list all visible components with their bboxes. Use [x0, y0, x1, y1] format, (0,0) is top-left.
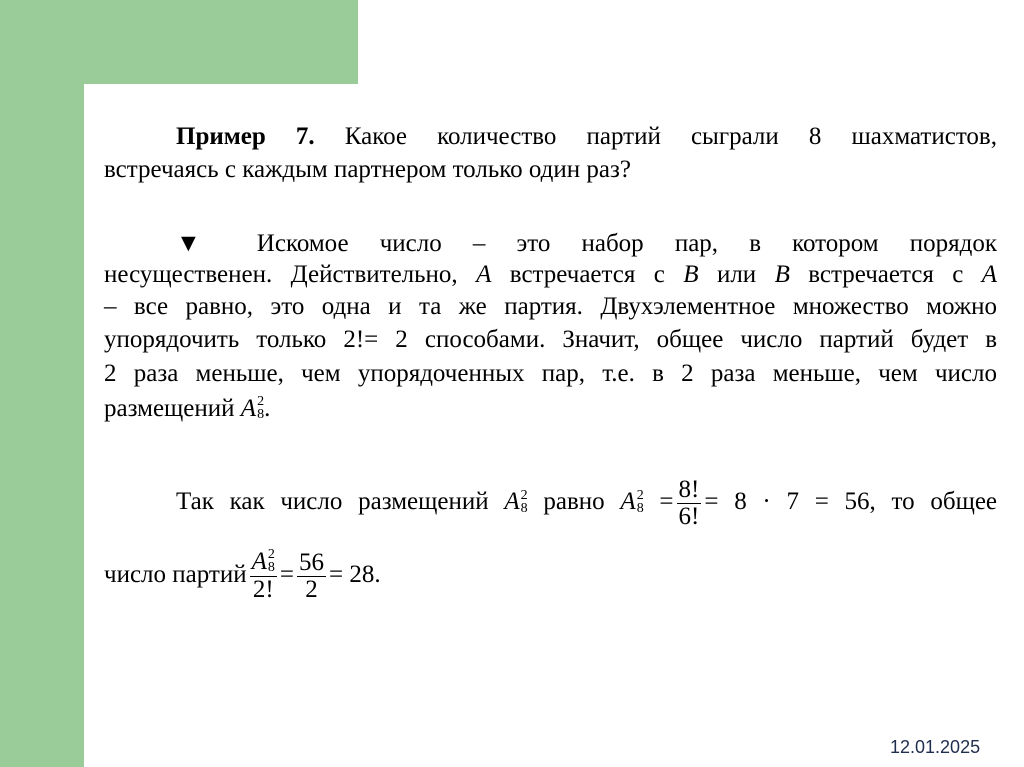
superscript: 2 [267, 547, 275, 563]
arrangement-symbol: A [504, 488, 520, 516]
superscript: 2 [257, 394, 265, 410]
superscript: 2 [636, 487, 644, 503]
indices [268, 548, 275, 574]
slide-date: 12.01.2025 [890, 737, 981, 757]
solution-text: 2 раза меньше, чем упорядоченных пар, т.е. в 2 раза меньше, чем число [104, 360, 997, 387]
equals: = [659, 488, 674, 516]
formula-text: то общее [891, 488, 998, 516]
arrangement-symbol: A [251, 548, 267, 575]
indices [637, 489, 644, 515]
solution-line-4 [104, 325, 997, 355]
content-panel [84, 84, 1024, 767]
solution-text: или [716, 261, 757, 288]
denominator: 6! [678, 503, 700, 530]
factorial-formula: 2!= 2 [343, 326, 408, 353]
indices [257, 395, 264, 421]
period: . [264, 395, 271, 422]
subscript: 8 [257, 407, 265, 423]
subscript: 8 [520, 500, 528, 516]
solution-line-1 [176, 229, 997, 259]
question-line-2 [104, 155, 997, 185]
numerator: 56 [299, 548, 324, 576]
denominator: 2! [252, 576, 274, 604]
formula-line-2 [104, 549, 997, 603]
triangle-marker-icon: ▼ [176, 230, 226, 257]
formula-text: Так как число размещений [176, 488, 489, 516]
numerator: 8! [678, 476, 700, 503]
solution-text: встречается с [509, 261, 665, 288]
arrangement-symbol: A [620, 488, 636, 516]
solution-text: встречается с [808, 261, 964, 288]
equals: = [279, 560, 294, 588]
var-a: A [476, 261, 492, 288]
denominator: 2 [305, 575, 318, 603]
solution-text: – все равно, это одна и та же партия. Двухэлементное множество можно [104, 293, 997, 320]
fraction-8-over-6 [677, 477, 702, 530]
solution-text: упорядочить только [104, 326, 327, 353]
formula-text: число партий [104, 560, 247, 588]
decor-green-left [0, 0, 84, 767]
var-b: B [774, 261, 790, 288]
arrangement-symbol: A [240, 395, 257, 422]
var-a: A [981, 261, 998, 288]
question-text: встречаясь с каждым партнером только один раз? [104, 156, 631, 183]
question-text: Какое количество партий сыграли 8 шахматистов, [344, 123, 997, 150]
var-b: B [683, 261, 699, 288]
example-title: Пример 7. [176, 123, 315, 150]
fraction-a-over-2 [250, 549, 277, 603]
solution-text: способами. Значит, общее число партий будет в [424, 326, 998, 353]
formula-result: = 8 · 7 = 56, [704, 488, 876, 516]
solution-text: несущественен. Действительно, [104, 261, 458, 288]
solution-text: Искомое число – это набор пар, в котором порядок [256, 230, 998, 257]
fraction-56-over-2 [297, 550, 326, 603]
formula-result: = 28. [329, 560, 381, 588]
question-line-1 [176, 122, 997, 152]
subscript: 8 [267, 560, 275, 576]
subscript: 8 [636, 500, 644, 516]
solution-line-2 [104, 260, 997, 290]
indices [521, 489, 528, 515]
formula-text: равно [543, 488, 605, 516]
solution-line-5 [104, 359, 997, 389]
solution-line-3 [104, 292, 997, 322]
formula-line-1 [176, 477, 997, 530]
solution-line-6 [104, 394, 997, 424]
superscript: 2 [520, 487, 528, 503]
solution-text: размещений [104, 395, 235, 422]
